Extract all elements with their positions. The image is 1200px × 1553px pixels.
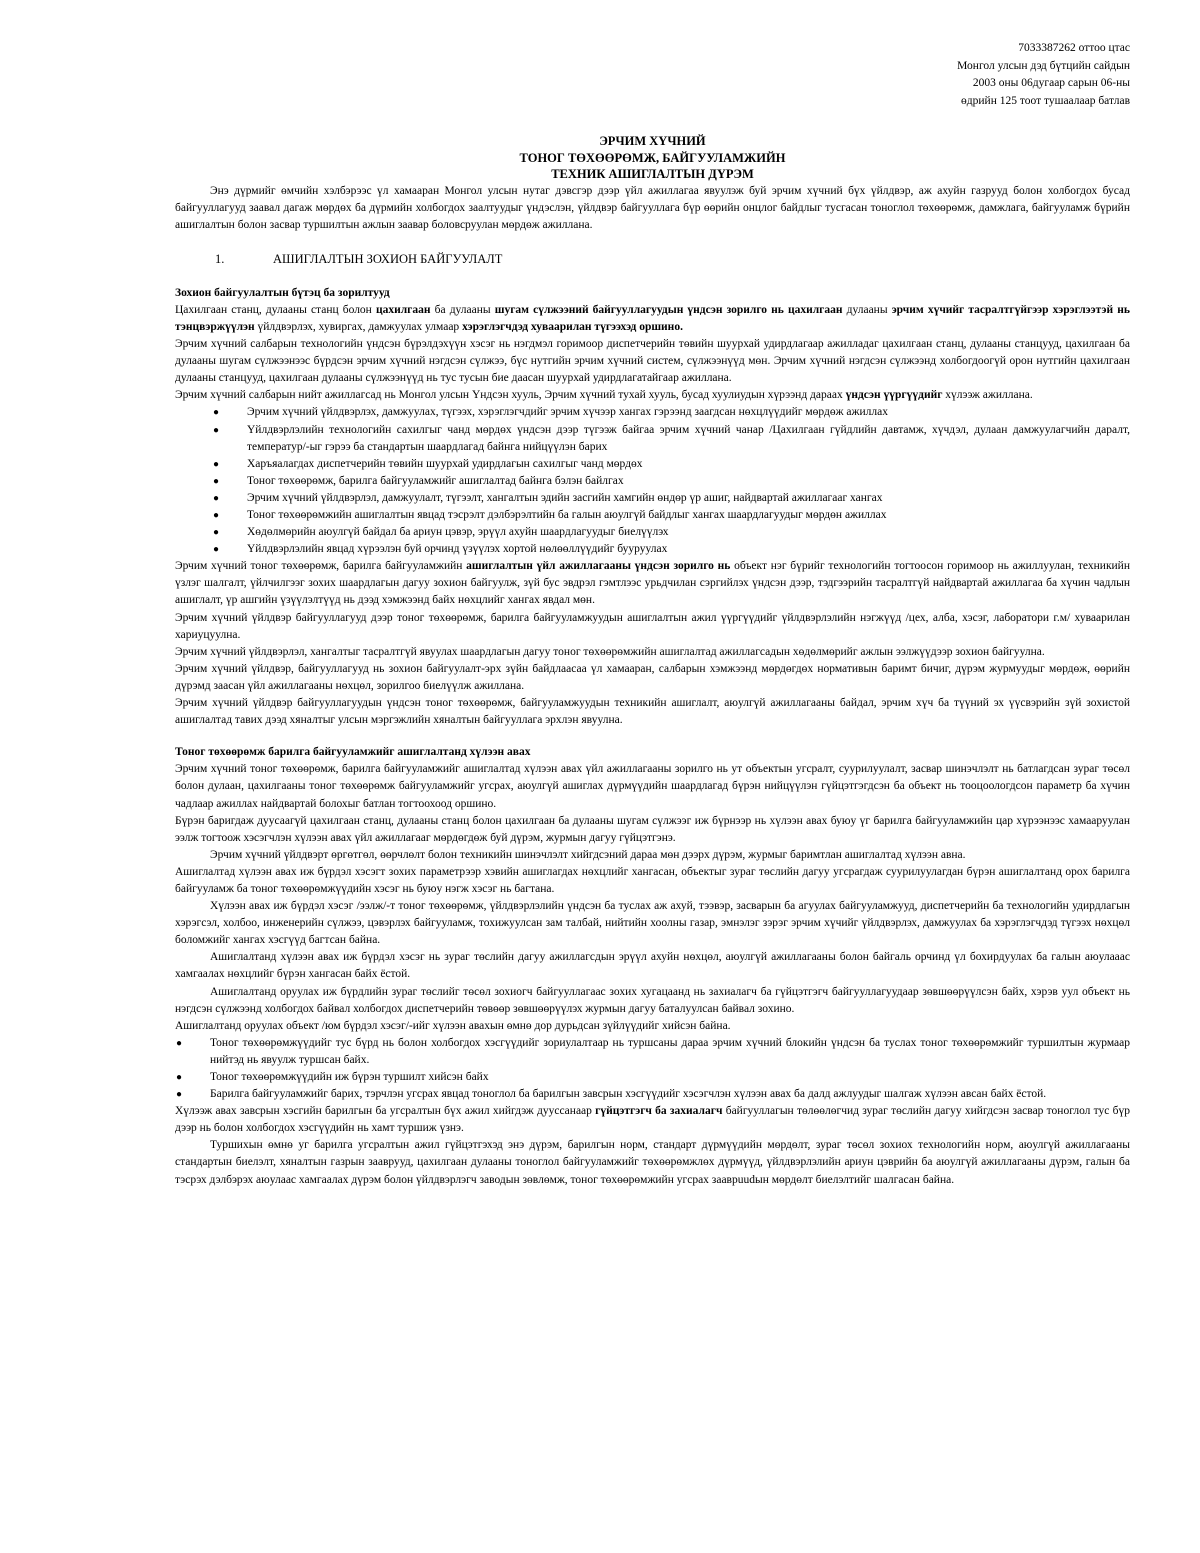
text-run: Эрчим хүчний салбарын нийт ажиллагсад нь Монгол улсын Үндсэн хууль, Эрчим хүчний тухай хууль, бусад хуулиудын хүрээнд дараах xyxy=(175,389,846,402)
paragraph xyxy=(175,387,1130,404)
list-item-text: Тоног төхөөрөмж, барилга байгууламжийг ашиглалтад байнга бэлэн байлгах xyxy=(247,474,624,487)
paragraph: Бүрэн баригдаж дуусаагүй цахилгаан станц, дулааны станц болон цахилгаан ба дулааны шугам сүлжээг иж бүрнээр нь хүлээн авах буюу үг барилга байгууламжийн цар хүрээнээс хамааруулан ээлж тогтоож хэсэгчлэн хүлээн авах үйл ажиллагааг мөрдөгдөж буй дүрэм, журмын дагуу гүйцэтгэнэ. xyxy=(175,814,1130,844)
list-item-text: Үйлдвэрлэлийн технологийн сахилгыг чанд мөрдөх үндсэн дээр түгээж байгаа эрчим хүчний чанар /Цахилгаан гүйдлийн давтамж, хүчдэл, дулаан дамжуулагчийн даралт, температур/-ыг гэрээ ба стандартын шаардлагад байнга нийцүүлэн барих xyxy=(247,423,1130,453)
text-run: байгууллагын төлөөлөгчид зураг төслийн дагуу хийгдсэн засвар тоноглол тус бүр дээр нь болон холбогдох хэсгүүдийн нь хамт туршиж үзнэ. xyxy=(175,1105,1131,1135)
intro-paragraph: Энэ дүрмийг өмчийн хэлбэрээс үл хамааран Монгол улсын нутаг дэвсгэр дээр үйл ажиллагаа явуулэж буй эрчим хүчний бүх үйлдвэр, аж ахуйн газрууд болон холбогдох бусад байгууллагууд заавал дагаж мөрдөх ба дүрмийн холбогдох заалтуудыг үндэслэн, үйлдвэр байгууллага бүр өөрийн онцлог байдлыг тусгасан тоноглол төхөөрөмж, дамжлага, байгууламж бүрийн ашиглалтын болон засвар туршилтын ажлын заавар боловсруулан мөрдөж ажиллана. xyxy=(175,184,1130,231)
bullet-icon: ● xyxy=(176,1072,183,1083)
bold-run: хэрэглэгчдэд хуваарилан түгээхэд оршино. xyxy=(462,320,683,333)
paragraph: Эрчим хүчний үйлдвэр байгууллагууд дээр тоног төхөөрөмж, барилга байгууламжуудын ашиглалтын ажил үүргүүдийг үйлдвэрлэлийн нэгжүүд /цех, алба, хэсэг, лаборатори г.м/ хуваарилан хариуцуулна. xyxy=(175,611,1130,641)
bullet-icon: ● xyxy=(213,424,220,436)
list-item xyxy=(213,473,1130,490)
duties-list xyxy=(213,404,1130,558)
list-item xyxy=(213,490,1130,507)
title-line: ТОНОГ ТӨХӨӨРӨМЖ, БАЙГУУЛАМЖИЙН xyxy=(519,150,786,165)
paragraph: Эрчим хүчний салбарын технологийн үндсэн бүрэлдэхүүн хэсэг нь нэгдмэл горимоор диспетчерийн төвийн шуурхай удирдлагаар ажилладаг цахилгаан станц, дулааны станцууд, цахилгаан ба дулааны шугам сүлжээнээс бүрдсэн эрчим хүчний нэгдсэн сүлжээ, бүс нутгийн эрчим хүчний систем, сүлжээнүүд мөн. Эрчим хүчний нэгдсэн сүлжээнд холбогдоогүй орон нутгийн цахилгаан дулааны станцууд, цахилгаан дулааны сүлжээнүүд нь тус тусын бие даасан шуурхай удирдлагатайгаар ажиллана. xyxy=(175,338,1130,385)
title-line: ЭРЧИМ ХҮЧНИЙ xyxy=(599,134,706,148)
list-item xyxy=(176,1069,1130,1086)
bullet-icon: ● xyxy=(213,527,220,539)
title-line: ТЕХНИК АШИГЛАЛТЫН ДҮРЭМ xyxy=(551,167,754,181)
section-heading xyxy=(215,251,1130,268)
list-item-text: Тоног төхөөрөмжүүдийн иж бүрэн туршилт хийсэн байх xyxy=(210,1071,489,1083)
list-item-text: Хөдөлмөрийн аюулгүй байдал ба ариун цэвэр, эрүүл ахуйн шаардлагуудыг биелүүлэх xyxy=(247,526,669,539)
prerequisites-list xyxy=(176,1035,1130,1103)
list-item-text: Тоног төхөөрөмжийн ашиглалтын явцад тэсрэлт дэлбэрэлтийн ба галын аюулгүй байдлыг хангах шаардлагуудыг мөрдөн ажиллах xyxy=(247,509,887,521)
list-item-text: Тоног төхөөрөмжүүдийг тус бүрд нь болон холбогдох хэсгүүдийг зориулалтаар нь туршсаны дараа эрчим хүчний блокийн үндсэн ба туслах тоног төхөөрөмжийг туршилтын журмаар нийтэд нь явуулж туршсан байх. xyxy=(210,1036,1130,1066)
bold-run: цахилгаан xyxy=(375,303,431,316)
list-item xyxy=(213,524,1130,541)
list-item-text: Үйлдвэрлэлийн явцад хүрээлэн буй орчинд үзүүлэх хортой нөлөөллүүдийг бууруулах xyxy=(247,543,668,556)
approval-line: 7033387262 оттоо цтас xyxy=(1018,42,1130,54)
approval-line: өдрийн 125 тоот тушаалаар батлав xyxy=(961,94,1130,107)
paragraph: Ашиглалтанд хүлээн авах иж бүрдэл хэсэг нь зураг төслийн дагуу ажиллагсдын эрүүл ахуйн нөхцөл, аюулгүй ажиллагааны болон байгаль орчинд үл бохирдуулах ба галын аюулааас хамгаалах нөхцлийг бүрэн хангасан байх ёстой. xyxy=(175,951,1130,981)
bold-run: гүйцэтгэгч ба захиалагч xyxy=(595,1105,723,1118)
list-item xyxy=(213,404,1130,421)
bold-run: эрчим хүчийг тасралтгүйгээр хэрэглээтэй нь тэнцвэржүүлэн xyxy=(175,303,1130,333)
approval-block xyxy=(175,40,1130,110)
text-run: хүлээж ажиллана. xyxy=(942,389,1033,402)
list-item xyxy=(213,507,1130,524)
bold-run: үндсэн үүргүүдийг xyxy=(845,389,943,402)
list-item xyxy=(176,1035,1130,1069)
text-run: Эрчим хүчний тоног төхөөрөмж, барилга байгууламжийн xyxy=(175,560,467,573)
list-item-text: Эрчим хүчний үйлдвэрлэх, дамжуулах, түгээх, хэрэглэгчдийг эрчим хүчээр хангах гэрээнд заагдсан нөхцлүүдийг мөрдөж ажиллах xyxy=(247,406,888,419)
paragraph xyxy=(175,558,1130,609)
paragraph: Эрчим хүчний үйлдвэрлэл, хангалтыг тасралтгүй явуулах шаардлагын дагуу тоног төхөөрөмжийн ашиглалтад ажиллагсадын хөдөлмөрийг ажлын ээлжүүдээр зохион байгуулна. xyxy=(175,645,1045,658)
text-run: Цахилгаан станц, дулааны станц болон xyxy=(175,303,376,316)
section-number: 1. xyxy=(215,251,225,266)
approval-line: 2003 оны 06дугаар сарын 06-ны xyxy=(972,77,1130,89)
paragraph: Туршихын өмнө уг барилга угсралтын ажил гүйцэтгэхэд энэ дүрэм, барилгын норм, стандарт дүрмүүдийн мөрдөлт, зураг төсөл зохиох технологийн норм, аюулгүй ажиллагааны стандартын биелэлт, хяналтын газрын зааврууд, цахилгаан дулааны тоноглол байгууламжийг төхөөрөмжлөх дүрмүүд, үйлдвэрлэлийн ариун цэврийн ба аюулгүй ажиллагааны дүрэм, галын ба тэсрэх дэлбэрэх аюулаас хамгаалах дүрэм болон үйлдвэрлэгч заводын зөвлөмж, тоног төхөөрөмжийн угсрах зааврuudын мөрдөлт биелэлтийг шалгасан байна. xyxy=(175,1139,1130,1186)
list-item xyxy=(213,541,1130,558)
bold-run: шугам сүлжээний байгууллагуудын үндсэн зорилго нь цахилгаан xyxy=(494,303,843,316)
paragraph: Ашиглалтанд оруулах иж бүрдлийн зураг төслийг төсөл зохиогч байгууллагаас зохих хугацаанд нь захиалагч ба гүйцэтгэгч байгууллагуудаар зөвшөөрүүлсэн байх, хэрэв уул объект нь нэгдсэн сүлжээнд холбогдох байвал холбогдох диспетчерийн төвөөр зөвшөөрүүлэх журмын дагуу баталуулсан байвал зохино. xyxy=(175,985,1130,1015)
bullet-icon: ● xyxy=(213,475,220,487)
document-title xyxy=(175,133,1130,183)
bullet-icon: ● xyxy=(213,407,220,419)
paragraph: Эрчим хүчний үйлдвэр байгууллагуудын үндсэн тоног төхөөрөмж, байгууламжуудын техникийн ашиглалт, аюулгүй ажиллагааны байдал, эрчим хүч ба түүний эх үүсвэрийн зүй зохистой ашиглалтад тавих дээд хяналтыг улсын мэргэжлийн хяналтын байгууллага эрхлэн явуулна. xyxy=(175,697,1130,727)
paragraph xyxy=(175,1103,1130,1137)
list-item xyxy=(213,456,1130,473)
paragraph: Эрчим хүчний тоног төхөөрөмж, барилга байгууламжийг ашиглалтад хүлээн авах үйл ажиллагааны зорилго нь ут объектын угсралт, суурилуулалт, засвар шинэчлэлт нь батлагдсан зураг төсөл болон дулаан, цахилгааны тоног төхөөрөмж байгууламжийг угсрах, аюулгүй ашиглах дүрмүүдийн шаардлагад бүрэн нийцүүлэн гүйцэтгэгдсэн ба объект нь тооцоологдсон параметр ба хүчин чадлаар ажиллах найдвартай болохыг батлан тогтоохоод оршино. xyxy=(175,763,1130,810)
paragraph: Ашиглалтад хүлээн авах иж бүрдэл хэсэгт зохих параметрээр хэвийн ашиглагдах нөхцлийг хангасан, объектыг зураг төслийн дагуу угсрагдаж суурилуулагдан бүрэн ашиглалтанд орох барилга байгууламж ба тоног төхөөрөмжүүдийн хэсэг нь буюу нэгж хэсэг нь багтана. xyxy=(175,865,1130,895)
text-run: объект нэг бүрийг технологийн тогтоосон горимоор нь ажиллуулан, техникийн үзлэг шалгалт, үйлчилгээг зохих шаардлагын дагуу зохион байгуулж, зүй бус эвдрэл гэмтлээс урьдчилан сэргийлэх үндсэн дээр, тэдгээрийн тасралтгүй найдвартай ажиллагаа ба хүчин чадлын ашиглалт, үр ашгийн үзүүлэлтүүд нь дээд хэмжээнд байх нөхцлийг хангах явдал мөн. xyxy=(175,560,1130,607)
approval-line: Монгол улсын дэд бүтцийн сайдын xyxy=(957,59,1130,72)
list-item-text: Барилга байгууламжийг барих, тэрчлэн угсрах явцад тоноглол ба барилгын завсрын хэсгүүдийг хэсэгчлэн хүлээн авах ба далд ажлуудыг шалгаж хүлээн авсан байх ёстой. xyxy=(210,1088,1047,1101)
subsection-heading: Тоног төхөөрөмж барилга байгууламжийг ашиглалтанд хүлээн авах xyxy=(175,746,531,759)
bold-run: ашиглалтын үйл ажиллагааны үндсэн зорилго нь xyxy=(466,560,731,573)
section-title: АШИГЛАЛТЫН ЗОХИОН БАЙГУУЛАЛТ xyxy=(273,251,503,266)
bullet-icon: ● xyxy=(213,544,220,556)
list-item-text: Харъяалагдах диспетчерийн төвийн шуурхай удирдлагын сахилгыг чанд мөрдөх xyxy=(247,457,643,470)
list-item xyxy=(176,1086,1130,1103)
paragraph: Эрчим хүчний үйлдвэрт өргөтгөл, өөрчлөлт болон техникийн шинэчлэлт хийгдсэний дараа мөн дээрх дүрэм, журмыг баримтлан ашиглалтад хүлээн авна. xyxy=(210,848,966,861)
text-run: дулааны xyxy=(842,303,892,316)
text-run: ба дулааны xyxy=(430,303,495,316)
paragraph: Эрчим хүчний үйлдвэр, байгууллагууд нь зохион байгуулалт-эрх зүйн байдлаасаа үл хамааран, салбарын хэмжээнд мөрдөгдөх нормативын баримт бичиг, дүрэм журмуудыг мөрдөж, өөрийн дүрэмд заасан үйл ажиллагааны нөхцөл, зорилгоо биелүүлж ажиллана. xyxy=(175,662,1130,692)
list-item xyxy=(213,422,1130,456)
list-item-text: Эрчим хүчний үйлдвэрлэл, дамжуулалт, түгээлт, хангалтын эдийн засгийн хамгийн өндөр үр ашиг, найдвартай ажиллагааг хангах xyxy=(247,491,883,504)
text-run: үйлдвэрлэх, хувиргах, дамжуулах улмаар xyxy=(254,320,463,333)
document-page xyxy=(175,40,1130,1189)
paragraph: Хүлээн авах иж бүрдэл хэсэг /ээлж/-т тоног төхөөрөмж, үйлдвэрлэлийн үндсэн ба туслах аж ахуй, тээвэр, засварын ба агуулах байгууламжууд, диспетчерийн ба технологийн удирдлагын хэрэгсэл, холбоо, инженерийн сүлжээ, цэвэрлэх байгууламж, тохижуулсан зам талбай, нийтийн хоолны газар, эмнэлэг зэрэг эрчим хүчийг үйлдвэрлэх, дамжуулах ба хэрэглэгчдэд түгээх нөхцөл боломжийг хангах хэсгүүд багтсан байна. xyxy=(175,900,1130,947)
text-run: Хүлээж авах завсрын хэсгийн барилгын ба угсралтын бүх ажил хийгдэж дууссанаар xyxy=(175,1105,596,1118)
subsection-heading: Зохион байгуулалтын бүтэц ба зорилтууд xyxy=(175,286,390,299)
paragraph xyxy=(175,302,1130,336)
bullet-icon: ● xyxy=(213,510,220,521)
bullet-icon: ● xyxy=(176,1089,183,1101)
bullet-icon: ● xyxy=(213,458,220,470)
paragraph: Ашиглалтанд оруулах объект /юм бүрдэл хэсэг/-ийг хүлээн авахын өмнө дор дурьдсан зүйлүүдийг хийсэн байна. xyxy=(175,1019,731,1032)
bullet-icon: ● xyxy=(176,1037,183,1049)
bullet-icon: ● xyxy=(213,492,220,504)
